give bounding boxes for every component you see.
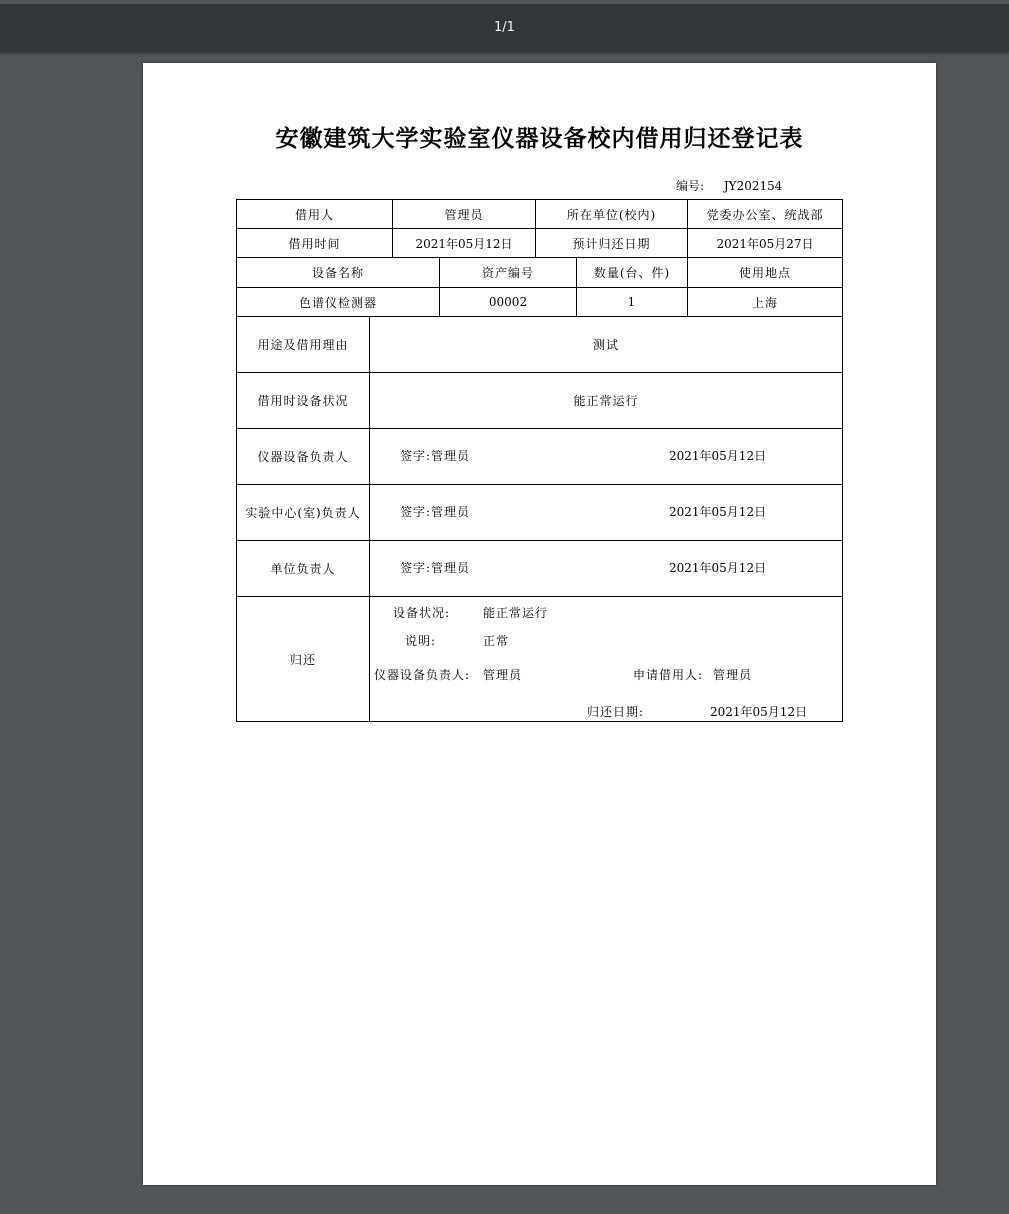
return-note-label: 说明: bbox=[405, 634, 437, 648]
borrower-value: 管理员 bbox=[444, 207, 484, 222]
return-note-value: 正常 bbox=[483, 634, 510, 648]
registration-table bbox=[236, 199, 843, 722]
borrow-time-label: 借用时间 bbox=[288, 236, 341, 251]
return-equipment-manager-label: 仪器设备负责人: bbox=[374, 668, 471, 682]
condition-value: 能正常运行 bbox=[573, 394, 639, 408]
pdf-viewer-toolbar bbox=[0, 4, 1009, 52]
document-number-value: JY202154 bbox=[723, 179, 783, 193]
equipment-manager-signature: 签字:管理员 bbox=[400, 449, 471, 463]
return-status-value: 能正常运行 bbox=[483, 606, 549, 620]
unit-head-label: 单位负责人 bbox=[270, 562, 336, 576]
expected-return-value: 2021年05月27日 bbox=[716, 236, 814, 251]
return-status-label: 设备状况: bbox=[393, 606, 451, 620]
lab-center-head-label: 实验中心(室)负责人 bbox=[245, 505, 361, 520]
unit-label: 所在单位(校内) bbox=[566, 207, 657, 222]
lab-center-head-signature: 签字:管理员 bbox=[400, 505, 471, 519]
unit-head-signature: 签字:管理员 bbox=[400, 561, 471, 575]
return-date-value: 2021年05月12日 bbox=[710, 705, 808, 719]
lab-center-head-date: 2021年05月12日 bbox=[669, 505, 767, 519]
asset-number-value: 00002 bbox=[488, 295, 528, 309]
condition-label: 借用时设备状况 bbox=[257, 394, 349, 408]
borrow-time-value: 2021年05月12日 bbox=[415, 236, 513, 251]
asset-number-header: 资产编号 bbox=[481, 266, 534, 280]
equipment-manager-label: 仪器设备负责人 bbox=[257, 450, 349, 464]
equipment-name-value: 色谱仪检测器 bbox=[298, 295, 377, 310]
equipment-manager-date: 2021年05月12日 bbox=[669, 449, 767, 463]
page-indicator: 1/1 bbox=[494, 20, 515, 35]
return-date-label: 归还日期: bbox=[587, 705, 645, 719]
equipment-name-header: 设备名称 bbox=[311, 266, 364, 280]
unit-value: 党委办公室、统战部 bbox=[706, 207, 824, 222]
document-number bbox=[676, 177, 782, 194]
location-value: 上海 bbox=[751, 295, 778, 310]
document-number-label: 编号: bbox=[676, 179, 705, 193]
return-equipment-manager-value: 管理员 bbox=[483, 668, 523, 682]
location-header: 使用地点 bbox=[738, 266, 791, 280]
quantity-header: 数量(台、件) bbox=[593, 266, 671, 280]
document-title: 安徽建筑大学实验室仪器设备校内借用归还登记表 bbox=[275, 125, 804, 152]
document-page bbox=[143, 63, 936, 1185]
unit-head-date: 2021年05月12日 bbox=[669, 561, 767, 575]
applicant-value: 管理员 bbox=[713, 668, 753, 682]
quantity-value: 1 bbox=[627, 295, 637, 309]
borrower-label: 借用人 bbox=[294, 207, 334, 222]
applicant-label: 申请借用人: bbox=[633, 668, 704, 682]
purpose-label: 用途及借用理由 bbox=[257, 338, 349, 352]
purpose-value: 测试 bbox=[592, 338, 619, 352]
return-label: 归还 bbox=[289, 652, 316, 667]
expected-return-label: 预计归还日期 bbox=[572, 236, 651, 251]
